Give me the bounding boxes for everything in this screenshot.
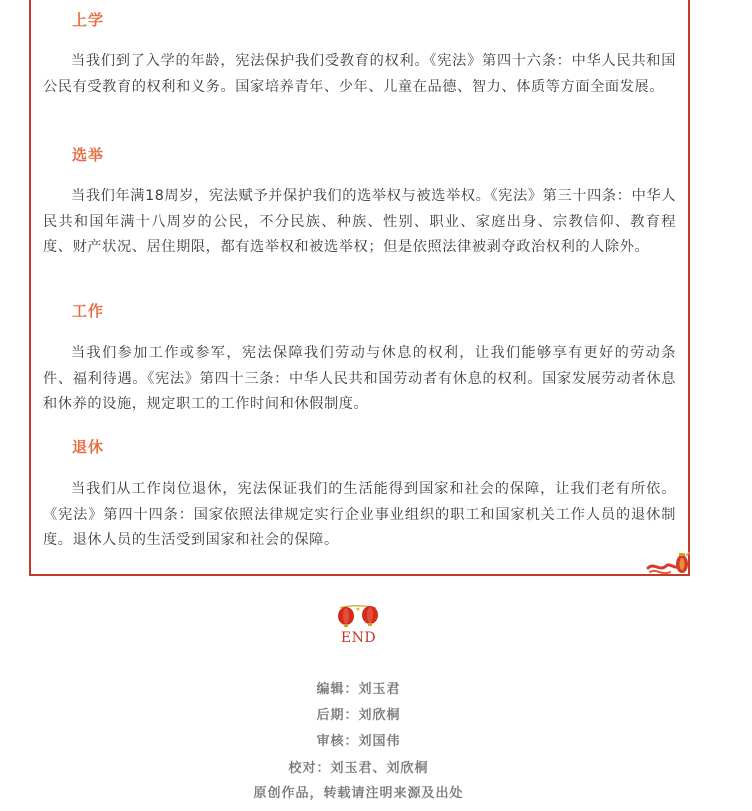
credit-post-production: 后期：刘欣桐: [316, 708, 401, 723]
section-body-school: 当我们到了入学的年龄，宪法保护我们受教育的权利。《宪法》第四十六条：中华人民共和国公民有受教育的权利和义务。国家培养青年、少年、儿童在品德、智力、体质等方面全面发展。: [43, 53, 676, 95]
section-title-retire: 退休: [72, 438, 105, 456]
section-body-work: 当我们参加工作或参军，宪法保障我们劳动与休息的权利，让我们能够享有更好的劳动条件、福利待遇。《宪法》第四十三条：中华人民共和国劳动者有休息的权利。国家发展劳动者休息和休养的设施，规定职工的工作时间和休假制度。: [43, 345, 676, 412]
section-title-school: 上学: [72, 11, 105, 29]
credit-review: 审核：刘国伟: [316, 734, 401, 749]
end-label: END: [340, 630, 377, 646]
section-title-work: 工作: [72, 302, 105, 320]
copyright-notice: 原创作品，转载请注明来源及出处: [253, 786, 464, 801]
section-title-election: 选举: [72, 146, 105, 164]
credit-proofread: 校对：刘玉君、刘欣桐: [288, 761, 429, 776]
credit-editor: 编辑：刘玉君: [316, 682, 401, 697]
section-body-election: 当我们年满18周岁，宪法赋予并保护我们的选举权与被选举权。《宪法》第三十四条：中华人民共和国年满十八周岁的公民，不分民族、种族、性别、职业、家庭出身、宗教信仰、教育程度、财产状况、居住期限，都有选举权和被选举权；但是依照法律被剥夺政治权利的人除外。: [43, 188, 676, 255]
red-ribbon-cloud-icon: [646, 550, 692, 580]
red-lantern-pair-icon: [334, 602, 382, 628]
section-body-retire: 当我们从工作岗位退休，宪法保证我们的生活能得到国家和社会的保障，让我们老有所依。《宪法》第四十四条：国家依照法律规定实行企业事业组织的职工和国家机关工作人员的退休制度。退休人员的生活受到国家和社会的保障。: [43, 481, 676, 548]
